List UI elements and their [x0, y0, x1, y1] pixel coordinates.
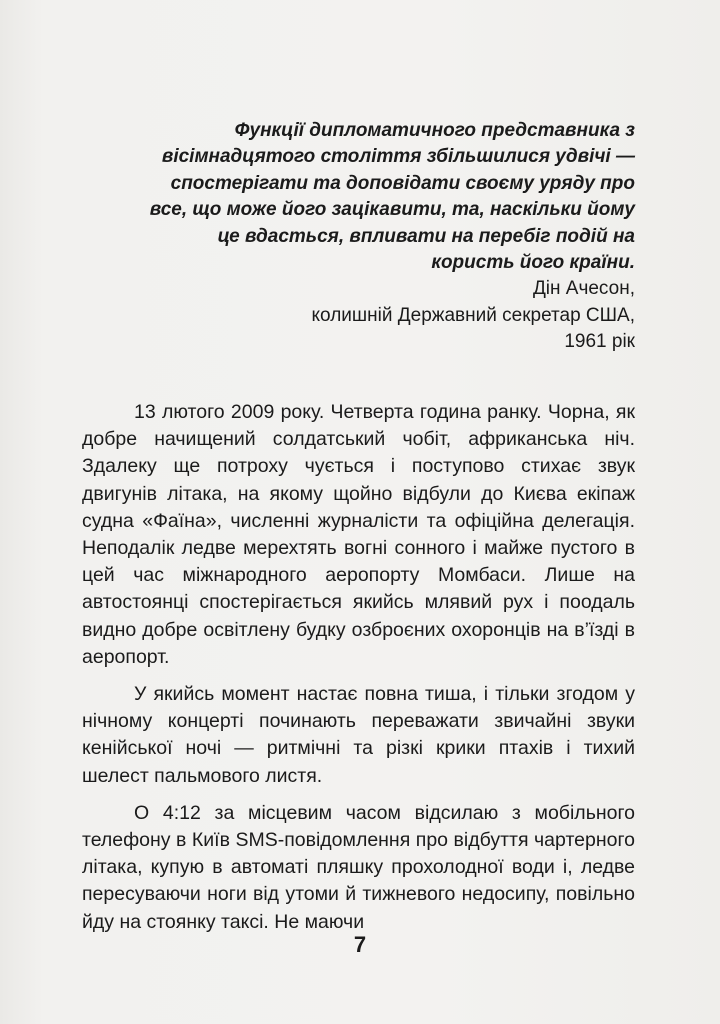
- epigraph-quote: Функції дипломатичного представника з вісімнадцятого століття збільшилися удвічі — спостерігати та доповідати своєму уряду про все, що може його зацікавити, та, наскільки йому це вдасться, впливати на перебіг подій на користь його країни.: [149, 120, 635, 274]
- page-number: 7: [353, 932, 367, 957]
- epigraph-author: Дін Ачесон,: [532, 278, 635, 300]
- paragraph: 13 лютого 2009 року. Четверта година ранку. Чорна, як добре начищений солдатський чобіт, африканська ніч. Здалеку ще потроху чується і поступово стихає звук двигунів літака, на якому щойно відбули до Києва екіпаж судна «Фаїна», численні журналісти та офіційна делегація. Неподалік ледве мерехтять вогні сонного і майже пустого в цей час міжнародного аеропорту Момбаси. Лише на автостоянці спостерігається якийсь млявий рух і поодаль видно добре освітлену будку озброєних охоронців на в’їзді в аеропорт.: [82, 401, 635, 668]
- body-text: [82, 399, 635, 946]
- paragraph: У якийсь момент настає повна тиша, і тільки згодом у нічному концерті починають переважати звичайні звуки кенійської ночі — ритмічні та різкі крики птахів і тихий шелест пальмового листя.: [82, 683, 635, 787]
- epigraph: [130, 118, 635, 356]
- epigraph-year: 1961 рік: [564, 331, 635, 353]
- paragraph: О 4:12 за місцевим часом відсилаю з мобільного телефону в Київ SMS-повідомлення про відбуття чартерного літака, купую в автоматі пляшку прохолодної води і, ледве пересуваючи ноги від утоми й тижневого недосипу, повільно йду на стоянку таксі. Не маючи: [82, 801, 635, 933]
- epigraph-author-role: колишній Державний секретар США,: [311, 304, 635, 326]
